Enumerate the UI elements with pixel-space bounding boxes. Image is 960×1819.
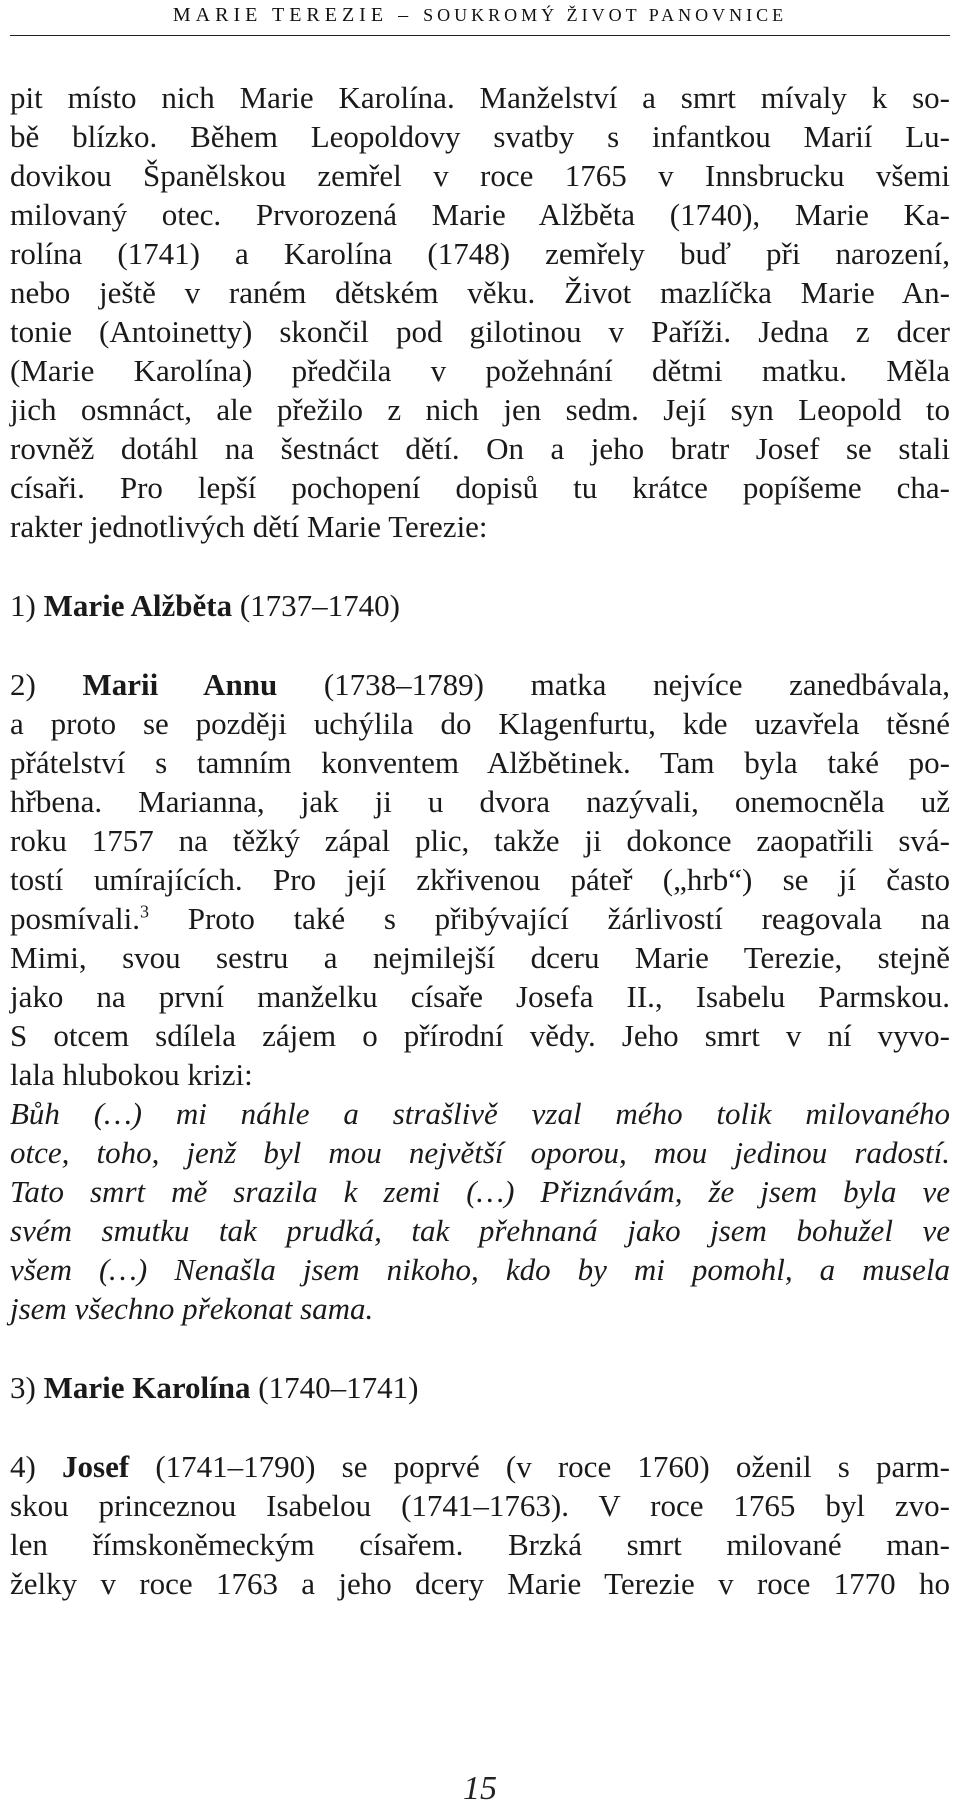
header-rule bbox=[10, 35, 950, 36]
text-line: lala hlubokou krizi: bbox=[10, 1057, 253, 1092]
text-line: přátelství s tamním konventem Alžbětinek. Tam byla také po- bbox=[10, 745, 950, 780]
text-line: jsem všechno překonat sama. bbox=[10, 1291, 374, 1326]
item-2-footnote-line bbox=[10, 899, 950, 938]
text-line: milovaný otec. Prvorozená Marie Alžběta (1740), Marie Ka- bbox=[10, 197, 950, 232]
text-line: jich osmnáct, ale přežilo z nich jen sedm. Její syn Leopold to bbox=[10, 392, 950, 427]
item-2-lines-a bbox=[10, 704, 950, 899]
item-3-name: Marie Karolína bbox=[43, 1370, 251, 1405]
text-line: otce, toho, jenž byl mou největší oporou, mou jedinou radostí. bbox=[10, 1135, 950, 1170]
text-line: hřbena. Marianna, jak ji u dvora nazývali, onemocněla už bbox=[10, 784, 950, 819]
item-1-number: 1) bbox=[10, 588, 36, 623]
item-2-lines-b bbox=[10, 938, 950, 1094]
item-2-name: Marii Annu bbox=[82, 667, 278, 702]
footnote-post: Proto také s přibývající žárlivostí reagovala na bbox=[149, 901, 950, 936]
text-line: skou princeznou Isabelou (1741–1763). V roce 1765 byl zvo- bbox=[10, 1488, 950, 1523]
item-2 bbox=[10, 665, 950, 1328]
text-line: rolína (1741) a Karolína (1748) zemřely buď při narození, bbox=[10, 236, 950, 271]
item-4-number: 4) bbox=[10, 1449, 36, 1484]
text-line: tostí umírajících. Pro její zkřivenou páteř („hrb“) se jí často bbox=[10, 862, 950, 897]
text-line: Tato smrt mě srazila k zemi (…) Přiznávám, že jsem byla ve bbox=[10, 1174, 950, 1209]
text-line: rakter jednotlivých dětí Marie Terezie: bbox=[10, 509, 488, 544]
text-line: S otcem sdílela zájem o přírodní vědy. Jeho smrt v ní vyvo- bbox=[10, 1018, 950, 1053]
running-head-right: SOUKROMÝ ŽIVOT PANOVNICE bbox=[423, 5, 788, 25]
item-3-dates: (1740–1741) bbox=[258, 1370, 419, 1405]
item-3 bbox=[10, 1368, 950, 1407]
text-line: císaři. Pro lepší pochopení dopisů tu krátce popíšeme cha- bbox=[10, 470, 950, 505]
text-line: želky v roce 1763 a jeho dcery Marie Terezie v roce 1770 ho bbox=[10, 1566, 950, 1601]
text-line: roku 1757 na těžký zápal plic, takže ji dokonce zaopatřili svá- bbox=[10, 823, 950, 858]
text-line: nebo ještě v raném dětském věku. Život mazlíčka Marie An- bbox=[10, 275, 950, 310]
item-2-number: 2) bbox=[10, 667, 36, 702]
text-line: tonie (Antoinetty) skončil pod gilotinou v Paříži. Jedna z dcer bbox=[10, 314, 950, 349]
text-line: svém smutku tak prudká, tak přehnaná jako jsem bohužel ve bbox=[10, 1213, 950, 1248]
page-number: 15 bbox=[463, 1770, 497, 1807]
item-3-number: 3) bbox=[10, 1370, 36, 1405]
text-line: Mimi, svou sestru a nejmilejší dceru Marie Terezie, stejně bbox=[10, 940, 950, 975]
item-2-first-line: (1738–1789) matka nejvíce zanedbávala, bbox=[323, 667, 951, 702]
body-text bbox=[10, 78, 950, 1603]
text-line: rovněž dotáhl na šestnáct dětí. On a jeho bratr Josef se stali bbox=[10, 431, 950, 466]
item-4-lines bbox=[10, 1486, 950, 1603]
quote-block bbox=[10, 1094, 950, 1328]
text-line: len římskoněmeckým císařem. Brzká smrt milované man- bbox=[10, 1527, 950, 1562]
footnote-mark: 3 bbox=[140, 901, 150, 922]
text-line: Bůh (…) mi náhle a strašlivě vzal mého tolik milovaného bbox=[10, 1096, 950, 1131]
item-4 bbox=[10, 1447, 950, 1603]
text-line: (Marie Karolína) předčila v požehnání dětmi matku. Měla bbox=[10, 353, 950, 388]
text-line: jako na první manželku císaře Josefa II., Isabelu Parmskou. bbox=[10, 979, 950, 1014]
item-1-name: Marie Alžběta bbox=[43, 588, 233, 623]
item-4-first-line: (1741–1790) se poprvé (v roce 1760) oženil s parm- bbox=[155, 1449, 951, 1484]
running-head-left: MARIE TEREZIE bbox=[172, 4, 389, 26]
item-1 bbox=[10, 586, 950, 625]
item-1-dates: (1737–1740) bbox=[239, 588, 400, 623]
text-line: a proto se později uchýlila do Klagenfurtu, kde uzavřela těsné bbox=[10, 706, 950, 741]
text-line: dovikou Španělskou zemřel v roce 1765 v Innsbrucku všemi bbox=[10, 158, 950, 193]
running-head bbox=[0, 0, 960, 34]
text-line: všem (…) Nenašla jsem nikoho, kdo by mi pomohl, a musela bbox=[10, 1252, 950, 1287]
footnote-pre: posmívali. bbox=[10, 901, 141, 936]
running-head-separator: – bbox=[398, 4, 414, 26]
item-4-name: Josef bbox=[62, 1449, 130, 1484]
intro-paragraph bbox=[10, 78, 950, 546]
text-line: pit místo nich Marie Karolína. Manželství a smrt mívaly k so- bbox=[10, 80, 950, 115]
text-line: bě blízko. Během Leopoldovy svatby s infantkou Marií Lu- bbox=[10, 119, 950, 154]
